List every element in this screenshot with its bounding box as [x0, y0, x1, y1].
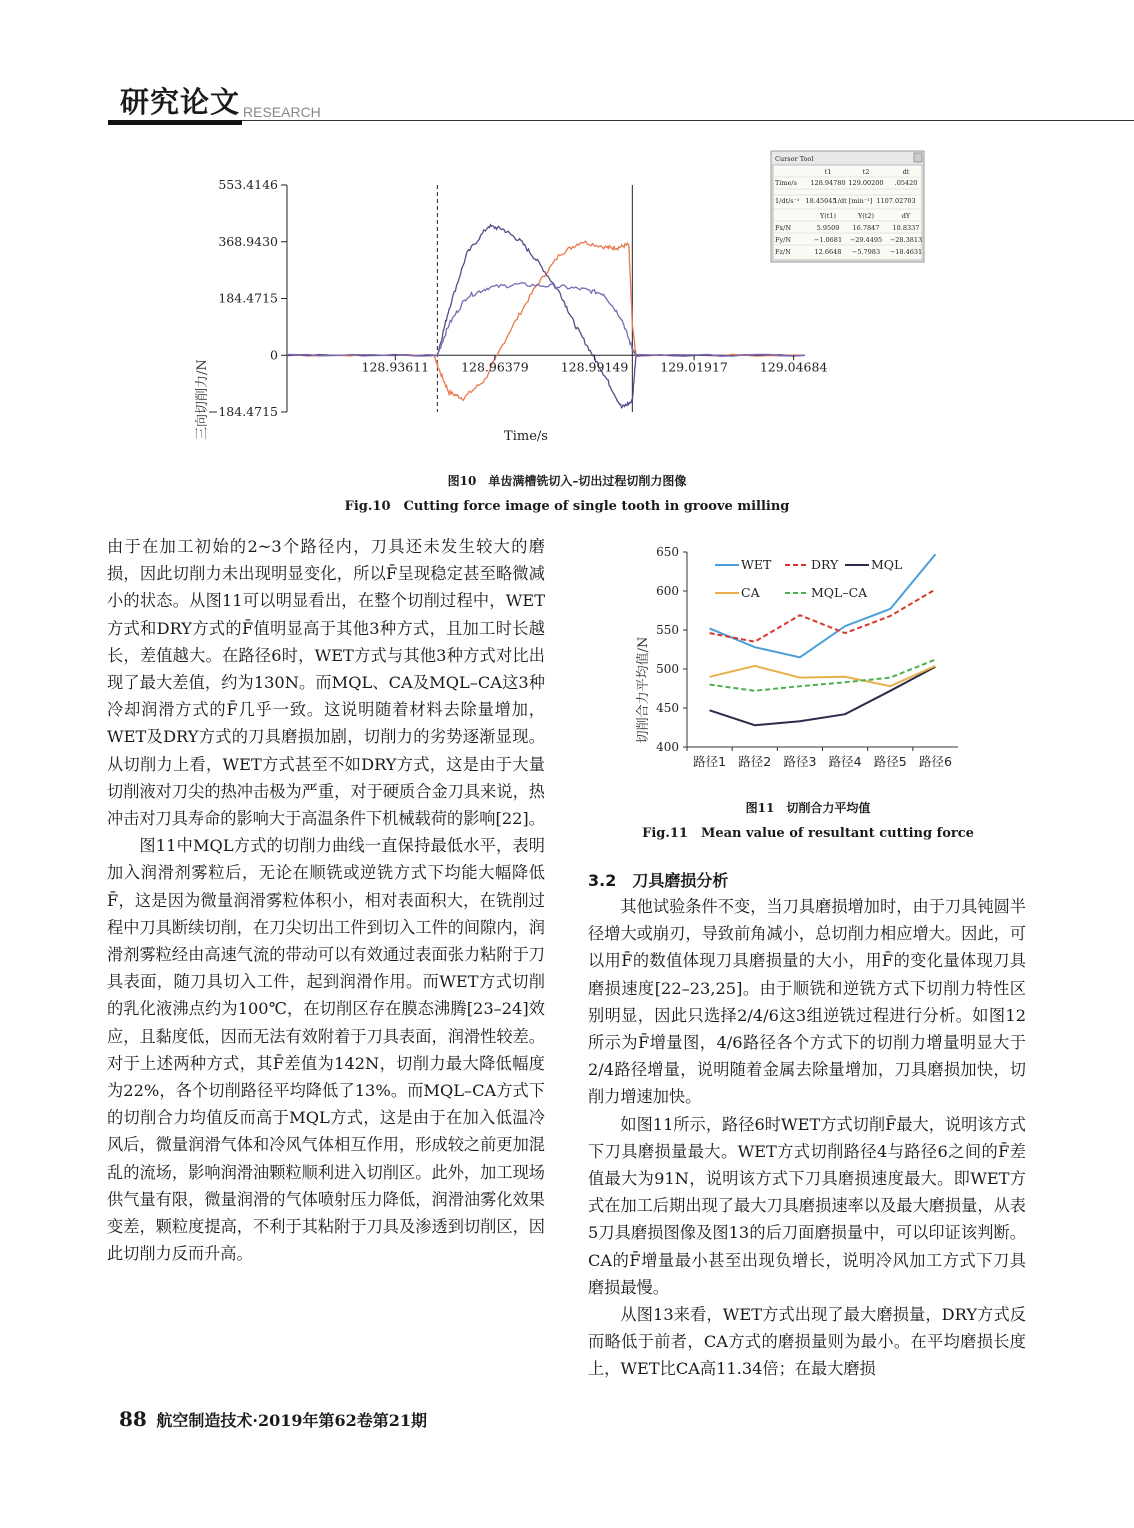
legend-label: DRY — [811, 557, 839, 572]
paragraph: 图11中MQL方式的切削力曲线一直保持最低水平，表明加入润滑剂雾粒后，无论在顺铣或逆铣方式下均能大幅降低F̄，这是因为微量润滑雾粒体积小，相对表面积大，在铣削过程中刀具断续切削，在刀尖切出工件到切入工件的间隙内，润滑剂雾粒经由高速气流的带动可以有效通过表面张力粘附于刀具表面，随刀具切入工件，起到润滑作用。而WET方式切削的乳化液沸点约为100℃，在切削区存在膜态沸腾[23–24]效应，且黏度低，因而无法有效附着于刀具表面，润滑性较差。对于上述两种方式，其F̄差值为142N，切削力最大降低幅度为22%，各个切削路径平均降低了13%。而MQL–CA方式下的切削合力均值反而高于MQL方式，这是由于在加入低温冷风后，微量润滑气体和冷风气体相互作用，形成较之前更加混乱的流场，影响润滑油颗粒顺利进入切削区。此外，加工现场供气量有限，微量润滑的气体喷射压力降低，润滑油雾化效果变差，颗粒度提高，不利于其粘附于刀具及渗透到切削区，因此切削力反而升高。 — [107, 836, 545, 1264]
cursor-y-header: Y(t1) — [819, 212, 837, 220]
y-tick-label: 184.4715 — [218, 290, 278, 306]
close-icon — [914, 153, 922, 162]
x-tick-label: 路径4 — [828, 754, 862, 769]
x-tick-label: 128.93611 — [361, 359, 430, 375]
y-tick-label: 368.9430 — [218, 233, 278, 249]
section-subtitle: RESEARCH — [243, 104, 321, 120]
paragraph: 由于在加工初始的2~3个路径内，刀具还未发生较大的磨损，因此切削力未出现明显变化，所以F̄呈现稳定甚至略微减小的状态。从图11可以明显看出，在整个切削过程中，WET方式和DRY方式的F̄值明显高于其他3种方式，且加工时长越长，差值越大。在路径6时，WET方式与其他3种方式对比出现了最大差值，约为130N。而MQL、CA及MQL–CA这3种冷却润滑方式的F̄几乎一致。这说明随着材料去除量增加，WET及DRY方式的刀具磨损加剧，切削力的劣势逐渐显现。从切削力上看，WET方式甚至不如DRY方式，这是由于大量切削液对刀尖的热冲击极为严重，对于硬质合金刀具来说，热冲击对刀具寿命的影响大于高温条件下机械载荷的影响[22]。 — [107, 537, 545, 829]
cursor-col-header: dt — [902, 168, 910, 176]
y-tick-label: 400 — [656, 740, 679, 754]
cursor-freq-cell: 1/dt/s⁻¹ — [775, 197, 800, 205]
y-tick-label: 553.4146 — [218, 177, 278, 192]
series-line-mqlca — [710, 660, 936, 691]
y-tick-label: −184.4715 — [207, 404, 278, 419]
x-tick-label: 129.01917 — [660, 359, 728, 375]
y-tick-label: 650 — [656, 545, 679, 559]
cursor-freq-cell: 18.45045 — [805, 197, 837, 205]
cursor-row-cell: −1.0681 — [813, 236, 843, 244]
paragraph: 从图13来看，WET方式出现了最大磨损量，DRY方式反而略低于前者，CA方式的磨损量则为最小。在平均磨损长度上，WET比CA高11.34倍；在最大磨损 — [588, 1305, 1026, 1379]
fig10-axes — [287, 185, 805, 412]
cursor-row-cell: Fx/N — [775, 224, 792, 232]
cursor-time-cell: 128.94780 — [810, 179, 846, 187]
x-tick-label: 128.96379 — [461, 359, 529, 375]
cursor-y-header: dY — [901, 212, 911, 220]
section-heading: 3.2 刀具磨损分析 — [588, 871, 729, 890]
y-tick-label: 550 — [656, 623, 679, 637]
figure-11-caption-cn: 图11 切削合力平均值 — [745, 801, 871, 815]
cursor-tool-title: Cursor Tool — [775, 155, 814, 163]
cursor-freq-cell: 1/dt [min⁻¹] — [833, 197, 873, 205]
cursor-row-cell: 5.9509 — [816, 224, 840, 232]
cursor-col-header: t2 — [862, 168, 870, 176]
series-line-ca — [710, 666, 936, 686]
cursor-row-cell: 16.7847 — [852, 224, 880, 232]
page-footer — [119, 1407, 427, 1431]
paragraph: 如图11所示，路径6时WET方式切削F̄最大，说明该方式下刀具磨损量最大。WET方式切削路径4与路径6之间的F̄差值最大为91N，说明该方式下刀具磨损速度最大。即WET方式在加工后期出现了最大刀具磨损速率以及最大磨损量，从表5刀具磨损图像及图13的后刀面磨损量中，可以印证该判断。CA的F̄增量最小甚至出现负增长，说明冷风加工方式下刀具磨损最慢。 — [588, 1114, 1026, 1297]
cursor-time-cell: .05420 — [894, 179, 918, 187]
fig10-x-axis-label: Time/s — [504, 429, 548, 444]
cursor-y-header: Y(t2) — [857, 212, 875, 220]
fig10-y-axis-label: 三向切削力/N — [195, 359, 210, 440]
figure-11-caption-en: Fig.11 Mean value of resultant cutting force — [642, 826, 974, 841]
y-tick-label: 450 — [656, 701, 679, 715]
fig10-series-group — [287, 225, 805, 408]
x-tick-label: 路径6 — [918, 754, 952, 769]
cursor-row-cell: Fz/N — [775, 248, 791, 256]
y-tick-label: 500 — [656, 662, 679, 676]
header-rule-thin — [242, 120, 1134, 121]
cursor-time-cell: 129.00200 — [848, 179, 884, 187]
cursor-row-cell: −18.4631 — [889, 248, 923, 256]
cursor-row-cell: −5.7983 — [851, 248, 881, 256]
cursor-row-cell: −29.4495 — [849, 236, 883, 244]
legend-label: MQL–CA — [811, 585, 868, 600]
figure-10-cutting-force-chart — [0, 140, 1134, 460]
y-tick-label: 0 — [270, 347, 278, 363]
x-tick-label: 路径1 — [693, 754, 727, 769]
legend-label: CA — [741, 585, 760, 600]
right-column — [588, 893, 1026, 1383]
x-tick-label: 129.04684 — [759, 359, 828, 375]
force-series-line — [287, 283, 805, 357]
fig11-y-axis-label: 切削合力平均值/N — [636, 636, 651, 744]
cursor-tool-panel — [771, 151, 924, 262]
cursor-row-cell: 10.8337 — [892, 224, 920, 232]
figure-11-mean-force-chart — [620, 540, 980, 780]
fig11-series-group — [710, 554, 936, 725]
cursor-row-cell: −28.3813 — [889, 236, 923, 244]
force-series-line — [287, 225, 805, 408]
cursor-col-header: t1 — [824, 168, 832, 176]
cursor-freq-cell: 1107.02703 — [876, 197, 916, 205]
fig11-axes — [656, 545, 958, 769]
fig10-tick-labels — [208, 177, 828, 419]
fig11-legend — [715, 557, 902, 600]
cursor-time-cell: Time/s — [775, 179, 797, 187]
figure-10-caption-cn: 图10 单齿满槽铣切入–切出过程切削力图像 — [447, 474, 687, 488]
series-line-mql — [710, 667, 936, 726]
paragraph: 其他试验条件不变，当刀具磨损增加时，由于刀具钝圆半径增大或崩刃，导致前角减小，总切削力相应增大。因此，可以用F̄的数值体现刀具磨损量的大小，用F̄的变化量体现刀具磨损速度[22–23,25]。由于顺铣和逆铣方式下切削力特性区别明显，因此只选择2/4/6这3组逆铣过程进行分析。如图12所示为F̄增量图，4/6路径各个方式下的切削力增量明显大于2/4路径增量，说明随着金属去除量增加，刀具磨损加快，切削力增速加快。 — [588, 897, 1026, 1107]
page-number: 88 — [119, 1407, 147, 1431]
section-title: 研究论文 — [120, 85, 241, 119]
figure-10-caption-en: Fig.10 Cutting force image of single tooth in groove milling — [344, 499, 790, 514]
journal-info: 航空制造技术·2019年第62卷第21期 — [156, 1411, 428, 1430]
header-rule-thick — [108, 120, 242, 125]
x-tick-label: 路径2 — [738, 754, 772, 769]
legend-label: WET — [741, 557, 772, 572]
cursor-row-cell: 12.6648 — [814, 248, 842, 256]
cursor-row-cell: Fy/N — [775, 236, 792, 244]
legend-label: MQL — [871, 557, 903, 572]
x-tick-label: 128.99149 — [560, 359, 629, 375]
force-series-line — [287, 241, 805, 400]
x-tick-label: 路径5 — [873, 754, 907, 769]
y-tick-label: 600 — [656, 584, 679, 598]
x-tick-label: 路径3 — [783, 754, 817, 769]
left-column — [107, 533, 545, 1267]
